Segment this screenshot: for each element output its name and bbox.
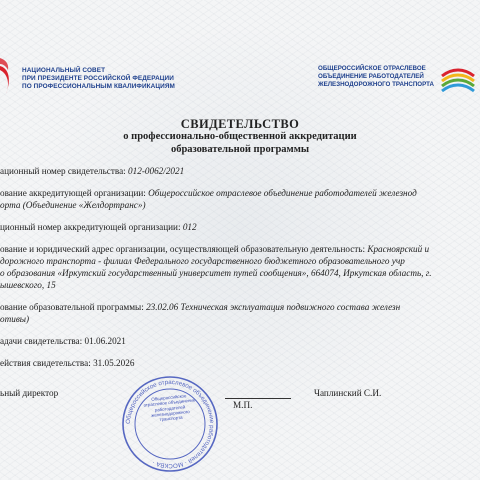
title-subtitle: о профессионально-общественной аккредитации xyxy=(123,131,357,142)
field-valid-until xyxy=(0,358,134,369)
field-label: ационный номер свидетельства: xyxy=(0,166,129,176)
field-program-cont: отивы) xyxy=(0,314,30,324)
field-label: ование аккредитующей организации: xyxy=(0,188,149,198)
title-main: СВИДЕТЕЛЬСТВО xyxy=(180,117,300,131)
signature-line xyxy=(225,398,291,399)
stamp-ring-text xyxy=(125,379,215,469)
field-education-org-cont: ышевского, 15 xyxy=(0,280,56,290)
field-label: ционный номер аккредитующей организации: xyxy=(0,222,183,232)
organization-stamp xyxy=(120,374,220,474)
stamp-place-label: М.П. xyxy=(233,400,253,410)
stamp-center-text: Общероссийское отраслевое объединение работодателей железнодорожного транспорта xyxy=(143,393,196,423)
field-value: Общероссийское отраслевое объединение работодателей железнод xyxy=(148,188,417,198)
field-value: 31.05.2026 xyxy=(93,358,135,368)
title-subtitle-2: образовательной программы xyxy=(170,143,310,155)
right-logo-line: ОБЩЕРОССИЙСКОЕ ОТРАСЛЕВОЕ xyxy=(318,65,426,72)
field-program xyxy=(0,302,400,313)
field-value: Красноярский и xyxy=(367,244,430,254)
field-label: ование образовательной программы: xyxy=(0,302,147,312)
right-logo-line: ЖЕЛЕЗНОДОРОЖНОГО ТРАНСПОРТА xyxy=(318,81,435,89)
signatory-role: ьный директор xyxy=(0,388,59,398)
field-issue-date xyxy=(0,336,126,347)
stamp-ring-textpath: Общероссийское отраслевое объединение работодателей · МОСКВА · xyxy=(124,378,216,470)
field-education-org-cont: дорожного транспорта - филиал Федерального государственного бюджетного образовательного учр xyxy=(0,256,405,266)
left-logo-line: ПРИ ПРЕЗИДЕНТЕ РОССИЙСКОЙ ФЕДЕРАЦИИ xyxy=(22,75,174,83)
national-council-emblem-icon xyxy=(0,58,16,98)
employers-association-emblem-icon xyxy=(440,62,476,98)
field-value: 01.06.2021 xyxy=(84,336,126,346)
employers-association-text xyxy=(318,65,440,90)
field-label: адачи свидетельства: xyxy=(0,336,85,346)
national-council-text xyxy=(22,67,200,92)
field-accrediting-org-cont: орта (Объединение «Желдортранс») xyxy=(0,200,146,210)
certificate-title xyxy=(0,117,480,156)
field-value: 012-0062/2021 xyxy=(128,166,185,176)
field-label: ействия свидетельства: xyxy=(0,358,94,368)
national-council-logo xyxy=(0,54,200,98)
signatory-name: Чаплинский С.И. xyxy=(314,388,382,398)
field-value: 012 xyxy=(182,222,197,232)
field-accrediting-org xyxy=(0,188,417,199)
field-education-org xyxy=(0,244,429,255)
right-logo-line: ОБЪЕДИНЕНИЕ РАБОТОДАТЕЛЕЙ xyxy=(318,73,424,81)
field-value: 23.02.06 Техническая эксплуатация подвижного состава железн xyxy=(146,302,401,312)
left-logo-line: НАЦИОНАЛЬНЫЙ СОВЕТ xyxy=(22,67,106,74)
field-label: ование и юридический адрес организации, осуществляющей образовательную деятельность: xyxy=(0,244,368,254)
field-education-org-cont: о образования «Иркутский государственный университет путей сообщения», 664074, Иркутская область, г. xyxy=(0,268,432,278)
employers-association-logo xyxy=(290,62,480,98)
left-logo-line: ПО ПРОФЕССИОНАЛЬНЫМ КВАЛИФИКАЦИЯМ xyxy=(22,83,175,91)
field-accrediting-org-number xyxy=(0,222,197,233)
field-certificate-number xyxy=(0,166,184,177)
